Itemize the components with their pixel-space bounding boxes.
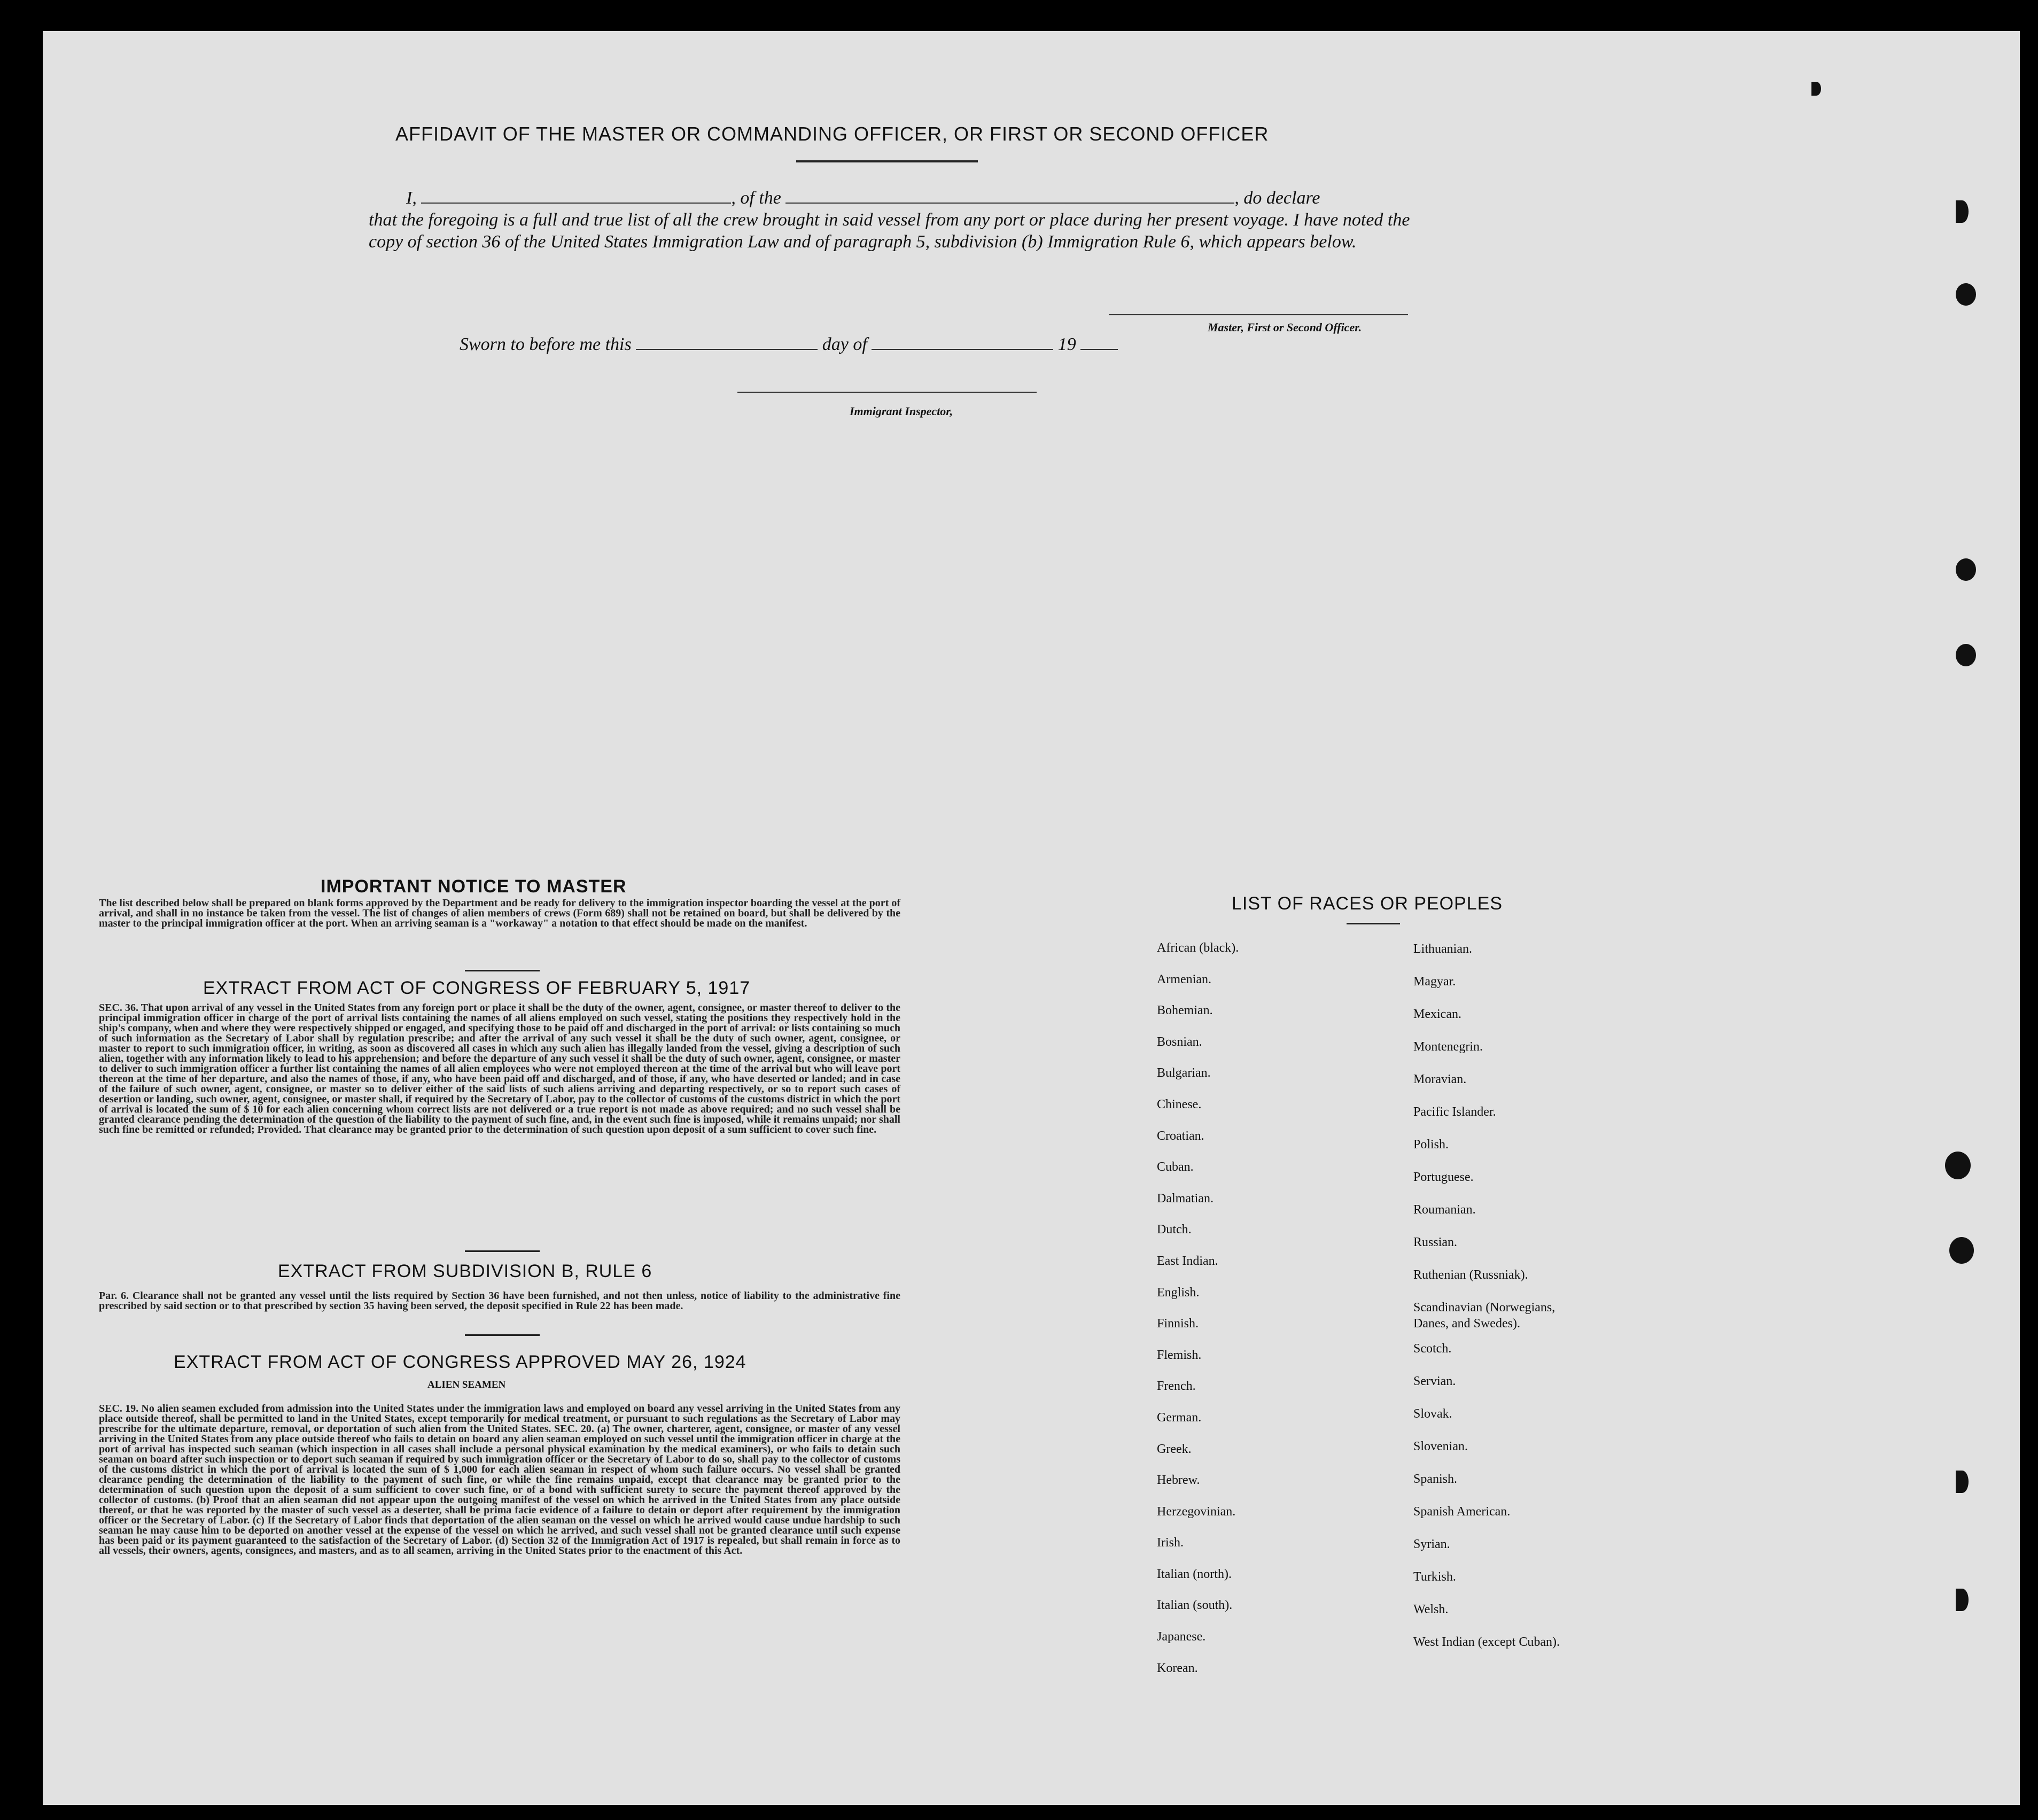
binder-hole (1811, 82, 1821, 96)
notice-title: IMPORTANT NOTICE TO MASTER (321, 876, 627, 897)
race-item: Syrian. (1413, 1537, 1450, 1551)
race-item: Servian. (1413, 1374, 1456, 1388)
master-label: Master, First or Second Officer. (1208, 321, 1362, 334)
inspector-signature-line[interactable] (737, 392, 1037, 393)
extract-1924-text: SEC. 19. No alien seamen excluded from admission into the United States under the immigration laws and employed on board any vessel arriving in the United States from any place outside thereof, shall be permitted to land in the United States, except temporarily for medical treatment, or pursuant to such regulations as the Secretary of Labor may prescribe for the ultimate departure, removal, or deportation of such alien from the United States. SEC. 20. (a) The owner, charterer, agent, consignee, or master of any vessel arriving in the United States from any place outside thereof who fails to detain on board any alien seaman employed on such vessel until the immigration officer in charge at the port of arrival has inspected such seaman (which inspection in all cases shall include a personal physical examination by the medical examiners), or who fails to detain such seaman on board after such inspection or to deport such seaman if required by such immigration officer or the Secretary of Labor to do so, shall pay to the collector of customs of the customs district in which the port of arrival is located the sum of $ 1,000 for each alien seaman in respect of whom such failure occurs. No vessel shall be granted clearance pending the determination of the liability to the payment of such fine, or while the fine remains unpaid, except that clearance may be granted prior to the determination of such question upon the deposit of a sum sufficient to cover such fine, or of a bond with sufficient surety to secure the payment thereof approved by the collector of customs. (b) Proof that an alien seaman did not appear upon the outgoing manifest of the vessel on which he arrived in the United States from any place outside thereof, or that he was reported by the master of such vessel as a deserter, shall be prima facie evidence of a failure to detain or deport after requirement by the immigration officer or the Secretary of Labor. (c) If the Secretary of Labor finds that deportation of the alien seaman on the vessel on which he arrived would cause undue hardship to such seaman he may cause him to be deported on another vessel at the expense of the vessel on which he arrived, and such vessel shall not be granted clearance until such expense has been paid or its payment guaranteed to the satisfaction of the Secretary of Labor. (d) Section 32 of the Immigration Act of 1917 is repealed, but shall remain in force as to all vessels, their owners, agents, consignees, and masters, and as to all seamen, arriving in the United States prior to the enactment of this Act. (99, 1403, 900, 1557)
binder-hole (1956, 644, 1976, 666)
year-prefix: 19 (1057, 335, 1076, 354)
race-item: Armenian. (1157, 972, 1211, 986)
race-item: Greek. (1157, 1442, 1192, 1456)
race-item: English. (1157, 1285, 1200, 1300)
race-item: German. (1157, 1410, 1202, 1425)
race-item: Irish. (1157, 1536, 1184, 1550)
race-item: Scandinavian (Norwegians, (1413, 1301, 1555, 1315)
extract-rule6-text: Par. 6. Clearance shall not be granted any vessel until the lists required by Section 36 have been furnished, and not then unless, notice of liability to the administrative fine prescribed by said section or to that prescribed by section 35 having been served, the deposit specified in Rule 22 has been made. (99, 1290, 900, 1312)
name-blank[interactable] (421, 188, 731, 204)
race-item: Lithuanian. (1413, 942, 1472, 956)
race-item: Mexican. (1413, 1007, 1461, 1021)
year-blank[interactable] (1080, 334, 1118, 350)
binder-hole (1949, 1237, 1974, 1264)
sworn-line (460, 334, 1118, 355)
races-rule (1347, 923, 1400, 924)
race-item: Welsh. (1413, 1603, 1449, 1616)
binder-hole (1956, 283, 1976, 306)
i-label: I, (406, 188, 417, 208)
race-item: Scotch. (1413, 1342, 1452, 1356)
section-rule (465, 970, 540, 971)
race-item: Slovak. (1413, 1407, 1452, 1421)
binder-hole (1956, 1471, 1969, 1493)
race-item: East Indian. (1157, 1254, 1218, 1268)
affidavit-body (369, 187, 1411, 253)
race-item: Pacific Islander. (1413, 1105, 1496, 1119)
section-rule (465, 1250, 540, 1252)
race-item: Ruthenian (Russniak). (1413, 1268, 1528, 1282)
extract-1917-text: SEC. 36. That upon arrival of any vessel in the United States from any foreign port or place it shall be the duty of the owner, agent, consignee, or master thereof to deliver to the principal immigration officer in charge of the port of arrival lists containing the names of all aliens employed on such vessel, stating the positions they respectively hold in the ship's company, when and where they were respectively shipped or engaged, and specifying those to be paid off and discharged in the port of arrival: or lists containing so much of such information as the Secretary of Labor shall by regulation prescribe; and after the arrival of any such vessel it shall be the duty of such owner, agent, consignee, or master to report to such immigration officer, in writing, as soon as discovered all cases in which any such alien has illegally landed from the vessel, giving a description of such alien, together with any information likely to lead to his apprehension; and before the departure of any such vessel it shall be the duty of such owner, agent, consignee, or master to deliver to such immigration officer a further list containing the names of all alien employees who were not employed thereon at the time of the arrival but who will leave port thereon at the time of her departure, and also the names of those, if any, who have been paid off and discharged, and of those, if any, who have deserted or landed; and in case of the failure of such owner, agent, consignee, or master so to deliver either of the said lists of such aliens arriving and departing respectively, or so to report such cases of desertion or landing, such owner, agent, consignee, or master shall, if required by the Secretary of Labor, pay to the collector of customs of the customs district in which the port of arrival is located the sum of $ 10 for each alien concerning whom correct lists are not delivered or a true report is not made as above required; and no such vessel shall be granted clearance pending the determination of the question of the liability to the payment of such fine, and, in the event such fine is imposed, while it remains unpaid; nor shall such fine be remitted or refunded; Provided. That clearance may be granted prior to the determination of such question upon deposit of a sum sufficient to cover such fine. (99, 1002, 900, 1135)
race-item: Japanese. (1157, 1630, 1206, 1644)
race-item: Spanish American. (1413, 1505, 1511, 1519)
race-item: Italian (south). (1157, 1598, 1233, 1613)
race-item: Bosnian. (1157, 1035, 1202, 1049)
affidavit-text: that the foregoing is a full and true list of all the crew brought in said vessel from any port or place during her present voyage. I have noted the copy of section 36 of the United States Immigration Law and of paragraph 5, subdivision (b) Immigration Rule 6, which appears below. (369, 210, 1410, 252)
race-item: Flemish. (1157, 1348, 1202, 1362)
race-item: Chinese. (1157, 1097, 1202, 1111)
of-the-label: , of the (731, 188, 781, 208)
inspector-label: Immigrant Inspector, (850, 405, 953, 418)
race-item: African (black). (1157, 941, 1239, 955)
extract-rule6-title: EXTRACT FROM SUBDIVISION B, RULE 6 (278, 1261, 652, 1281)
month-blank[interactable] (872, 334, 1053, 350)
race-item: Polish. (1413, 1138, 1449, 1152)
races-left-list (1157, 940, 1328, 1692)
race-item: Finnish. (1157, 1317, 1199, 1331)
race-item: French. (1157, 1379, 1196, 1394)
extract-1917-title: EXTRACT FROM ACT OF CONGRESS OF FEBRUARY 5, 1917 (203, 978, 751, 998)
race-item: West Indian (except Cuban). (1413, 1635, 1560, 1649)
day-blank[interactable] (636, 334, 818, 350)
notice-text: The list described below shall be prepared on blank forms approved by the Department and be ready for delivery to the immigration inspector boarding the vessel at the port of arrival, and shall in no instance be taken from the vessel. The list of changes of alien members of crews (Form 689) shall not be retained on board, but shall be delivered by the master to the principal immigration officer at the port. When an arriving seaman is a "workaway" a notation to that effect should be made on the manifest. (99, 897, 900, 929)
day-of-label: day of (822, 335, 867, 354)
extract-1924-title: EXTRACT FROM ACT OF CONGRESS APPROVED MAY 26, 1924 (174, 1352, 746, 1372)
race-item: Portuguese. (1413, 1170, 1474, 1184)
binder-hole (1956, 558, 1976, 581)
race-item: Turkish. (1413, 1570, 1456, 1584)
binder-hole (1956, 1589, 1969, 1611)
sworn-prefix: Sworn to before me this (460, 335, 632, 354)
race-item: Magyar. (1413, 975, 1456, 989)
race-item: Dutch. (1157, 1223, 1192, 1237)
affidavit-title: AFFIDAVIT OF THE MASTER OR COMMANDING OFFICER, OR FIRST OR SECOND OFFICER (395, 123, 1269, 145)
race-item: Croatian. (1157, 1129, 1204, 1143)
race-item: Bohemian. (1157, 1004, 1213, 1018)
race-item: Korean. (1157, 1661, 1198, 1675)
vessel-blank[interactable] (785, 188, 1234, 204)
race-item: Roumanian. (1413, 1203, 1476, 1217)
race-item: Montenegrin. (1413, 1040, 1483, 1054)
do-declare-label: , do declare (1234, 188, 1320, 208)
alien-seamen-subtitle: ALIEN SEAMEN (427, 1379, 506, 1390)
race-item: Spanish. (1413, 1472, 1458, 1486)
race-item: Italian (north). (1157, 1567, 1232, 1581)
section-rule (465, 1334, 540, 1336)
race-item: Slovenian. (1413, 1440, 1468, 1453)
race-item: Russian. (1413, 1235, 1458, 1249)
title-rule (796, 160, 978, 162)
binder-hole (1956, 200, 1969, 223)
race-item: Bulgarian. (1157, 1066, 1211, 1080)
race-item: Danes, and Swedes). (1413, 1317, 1520, 1331)
races-title: LIST OF RACES OR PEOPLES (1232, 893, 1503, 914)
race-item: Moravian. (1413, 1072, 1467, 1086)
race-item: Hebrew. (1157, 1473, 1200, 1488)
race-item: Herzegovinian. (1157, 1504, 1236, 1519)
race-item: Dalmatian. (1157, 1191, 1214, 1205)
race-item: Cuban. (1157, 1160, 1194, 1175)
binder-hole (1945, 1152, 1971, 1179)
races-right-list (1413, 942, 1681, 1667)
master-signature-line[interactable] (1109, 314, 1408, 315)
